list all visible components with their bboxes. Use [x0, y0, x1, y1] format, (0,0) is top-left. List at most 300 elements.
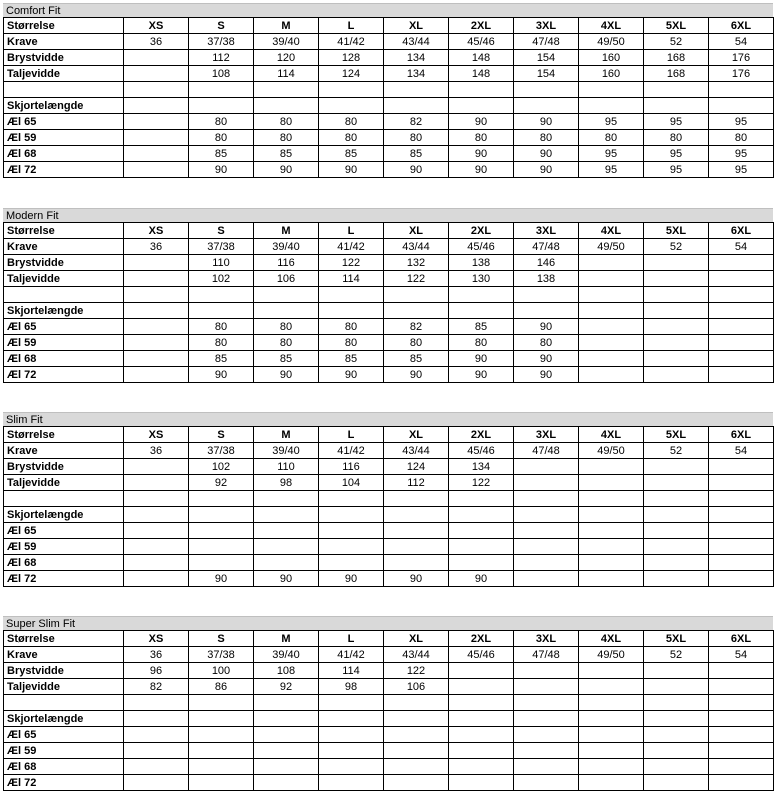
value-cell	[254, 759, 319, 775]
row-label: Størrelse	[4, 427, 124, 443]
size-header-cell: M	[254, 18, 319, 34]
value-cell: 45/46	[449, 34, 514, 50]
value-cell	[579, 523, 644, 539]
value-cell: 49/50	[579, 34, 644, 50]
value-cell	[644, 491, 709, 507]
sleeve-row	[4, 162, 774, 178]
value-cell	[579, 351, 644, 367]
value-cell	[319, 555, 384, 571]
value-cell	[449, 98, 514, 114]
value-cell: 122	[449, 475, 514, 491]
value-cell: 36	[124, 443, 189, 459]
size-header-cell: L	[319, 18, 384, 34]
value-cell	[644, 695, 709, 711]
value-cell	[644, 319, 709, 335]
value-cell: 95	[709, 162, 774, 178]
value-cell	[644, 507, 709, 523]
value-cell	[189, 695, 254, 711]
value-cell	[579, 727, 644, 743]
chest-row	[4, 459, 774, 475]
row-label: Æl 65	[4, 114, 124, 130]
value-cell	[124, 351, 189, 367]
waist-row	[4, 271, 774, 287]
value-cell: 45/46	[449, 239, 514, 255]
value-cell	[579, 663, 644, 679]
size-header-cell: XS	[124, 18, 189, 34]
value-cell	[709, 459, 774, 475]
value-cell	[709, 743, 774, 759]
value-cell: 80	[319, 114, 384, 130]
row-label: Æl 65	[4, 319, 124, 335]
row-label: Størrelse	[4, 223, 124, 239]
size-header-cell: 5XL	[644, 223, 709, 239]
row-label: Æl 68	[4, 759, 124, 775]
value-cell: 114	[319, 271, 384, 287]
row-label: Æl 68	[4, 146, 124, 162]
value-cell: 90	[449, 114, 514, 130]
value-cell: 90	[254, 571, 319, 587]
row-label: Brystvidde	[4, 255, 124, 271]
value-cell	[579, 571, 644, 587]
value-cell: 122	[384, 663, 449, 679]
value-cell	[514, 491, 579, 507]
value-cell: 43/44	[384, 647, 449, 663]
waist-row	[4, 679, 774, 695]
value-cell: 54	[709, 239, 774, 255]
size-header-cell: 2XL	[449, 18, 514, 34]
value-cell: 37/38	[189, 34, 254, 50]
row-label	[4, 287, 124, 303]
value-cell: 39/40	[254, 34, 319, 50]
value-cell	[449, 555, 514, 571]
value-cell	[514, 459, 579, 475]
value-cell: 95	[644, 162, 709, 178]
value-cell: 95	[644, 146, 709, 162]
value-cell: 80	[319, 319, 384, 335]
value-cell	[124, 303, 189, 319]
chest-row	[4, 255, 774, 271]
value-cell	[124, 695, 189, 711]
row-label: Krave	[4, 239, 124, 255]
size-header-cell: M	[254, 631, 319, 647]
value-cell	[579, 459, 644, 475]
value-cell: 52	[644, 647, 709, 663]
value-cell: 52	[644, 34, 709, 50]
value-cell	[709, 679, 774, 695]
value-cell	[384, 555, 449, 571]
value-cell: 80	[254, 114, 319, 130]
value-cell	[449, 759, 514, 775]
value-cell	[124, 255, 189, 271]
value-cell: 36	[124, 239, 189, 255]
sleeve-row	[4, 146, 774, 162]
value-cell: 100	[189, 663, 254, 679]
value-cell: 160	[579, 50, 644, 66]
value-cell	[124, 727, 189, 743]
value-cell	[319, 303, 384, 319]
value-cell	[514, 98, 579, 114]
value-cell	[514, 727, 579, 743]
sleeve-row	[4, 539, 774, 555]
value-cell	[514, 759, 579, 775]
value-cell: 85	[319, 146, 384, 162]
size-section	[3, 3, 773, 178]
row-label: Æl 72	[4, 571, 124, 587]
size-header-cell: 4XL	[579, 631, 644, 647]
row-label: Brystvidde	[4, 50, 124, 66]
value-cell	[644, 367, 709, 383]
row-label: Taljevidde	[4, 679, 124, 695]
blank-row	[4, 287, 774, 303]
value-cell	[124, 50, 189, 66]
value-cell	[254, 539, 319, 555]
value-cell: 85	[254, 146, 319, 162]
row-label: Skjortelængde	[4, 98, 124, 114]
value-cell	[124, 367, 189, 383]
size-header-cell: XL	[384, 427, 449, 443]
value-cell	[124, 82, 189, 98]
sleeve-row	[4, 759, 774, 775]
row-label: Æl 68	[4, 555, 124, 571]
value-cell: 90	[384, 571, 449, 587]
size-section	[3, 208, 773, 383]
value-cell: 104	[319, 475, 384, 491]
value-cell	[644, 351, 709, 367]
sleeve-row	[4, 319, 774, 335]
value-cell	[644, 743, 709, 759]
value-cell	[644, 303, 709, 319]
chest-row	[4, 663, 774, 679]
size-header-cell: XL	[384, 18, 449, 34]
size-header-cell: S	[189, 18, 254, 34]
value-cell: 80	[449, 130, 514, 146]
value-cell	[514, 695, 579, 711]
value-cell	[254, 695, 319, 711]
size-header-cell: 2XL	[449, 223, 514, 239]
value-cell	[579, 98, 644, 114]
value-cell: 95	[579, 162, 644, 178]
value-cell	[189, 82, 254, 98]
value-cell: 90	[514, 162, 579, 178]
value-cell	[319, 82, 384, 98]
value-cell	[514, 82, 579, 98]
collar-row	[4, 34, 774, 50]
row-label: Æl 65	[4, 523, 124, 539]
value-cell	[644, 711, 709, 727]
value-cell: 47/48	[514, 443, 579, 459]
value-cell	[384, 507, 449, 523]
size-header-cell: M	[254, 223, 319, 239]
value-cell: 80	[189, 130, 254, 146]
row-label: Skjortelængde	[4, 711, 124, 727]
value-cell	[514, 743, 579, 759]
value-cell	[514, 287, 579, 303]
value-cell: 90	[319, 367, 384, 383]
sleeve-row	[4, 367, 774, 383]
value-cell: 122	[319, 255, 384, 271]
value-cell: 39/40	[254, 647, 319, 663]
value-cell	[384, 491, 449, 507]
row-label: Brystvidde	[4, 459, 124, 475]
value-cell	[709, 287, 774, 303]
value-cell: 108	[254, 663, 319, 679]
value-cell	[449, 287, 514, 303]
value-cell	[449, 711, 514, 727]
row-label: Æl 59	[4, 539, 124, 555]
value-cell	[644, 523, 709, 539]
value-cell: 116	[319, 459, 384, 475]
value-cell: 148	[449, 66, 514, 82]
value-cell: 39/40	[254, 239, 319, 255]
sleeve-row	[4, 351, 774, 367]
value-cell	[644, 539, 709, 555]
row-label	[4, 695, 124, 711]
value-cell: 85	[319, 351, 384, 367]
value-cell: 43/44	[384, 443, 449, 459]
value-cell	[709, 571, 774, 587]
value-cell: 80	[384, 130, 449, 146]
value-cell	[709, 335, 774, 351]
value-cell: 134	[384, 66, 449, 82]
value-cell	[579, 555, 644, 571]
value-cell	[189, 711, 254, 727]
value-cell	[709, 475, 774, 491]
value-cell: 130	[449, 271, 514, 287]
value-cell	[124, 523, 189, 539]
value-cell	[189, 555, 254, 571]
shirt-length-row	[4, 507, 774, 523]
value-cell: 110	[189, 255, 254, 271]
value-cell: 39/40	[254, 443, 319, 459]
value-cell	[254, 743, 319, 759]
value-cell	[449, 695, 514, 711]
value-cell: 168	[644, 66, 709, 82]
value-cell: 82	[384, 319, 449, 335]
row-label	[4, 491, 124, 507]
value-cell: 37/38	[189, 647, 254, 663]
size-header-cell: 3XL	[514, 631, 579, 647]
value-cell	[709, 663, 774, 679]
value-cell: 110	[254, 459, 319, 475]
value-cell	[189, 287, 254, 303]
value-cell	[124, 459, 189, 475]
value-cell: 54	[709, 647, 774, 663]
value-cell	[644, 271, 709, 287]
value-cell	[124, 66, 189, 82]
section-title: Slim Fit	[3, 412, 773, 426]
value-cell	[124, 491, 189, 507]
value-cell	[449, 663, 514, 679]
value-cell	[124, 98, 189, 114]
value-cell: 122	[384, 271, 449, 287]
waist-row	[4, 66, 774, 82]
value-cell: 90	[514, 146, 579, 162]
size-header-cell: 6XL	[709, 18, 774, 34]
value-cell: 80	[709, 130, 774, 146]
shirt-length-row	[4, 303, 774, 319]
value-cell	[579, 679, 644, 695]
value-cell	[579, 475, 644, 491]
value-cell	[124, 711, 189, 727]
value-cell: 90	[449, 162, 514, 178]
value-cell	[709, 303, 774, 319]
value-cell: 80	[514, 335, 579, 351]
value-cell	[254, 507, 319, 523]
value-cell: 41/42	[319, 34, 384, 50]
collar-row	[4, 443, 774, 459]
value-cell	[514, 303, 579, 319]
value-cell	[254, 555, 319, 571]
value-cell	[579, 539, 644, 555]
size-header-cell: 2XL	[449, 427, 514, 443]
value-cell	[124, 775, 189, 791]
value-cell: 49/50	[579, 647, 644, 663]
sleeve-row	[4, 335, 774, 351]
value-cell	[514, 711, 579, 727]
size-section	[3, 616, 773, 791]
value-cell	[709, 255, 774, 271]
size-table	[3, 17, 774, 178]
value-cell	[709, 555, 774, 571]
size-header-cell: S	[189, 427, 254, 443]
value-cell	[579, 711, 644, 727]
value-cell	[189, 743, 254, 759]
collar-row	[4, 239, 774, 255]
value-cell	[709, 271, 774, 287]
value-cell	[579, 367, 644, 383]
value-cell: 106	[254, 271, 319, 287]
value-cell	[124, 475, 189, 491]
value-cell	[579, 743, 644, 759]
value-cell: 124	[319, 66, 384, 82]
blank-row	[4, 491, 774, 507]
value-cell: 41/42	[319, 647, 384, 663]
value-cell: 90	[514, 367, 579, 383]
value-cell: 112	[384, 475, 449, 491]
value-cell	[709, 507, 774, 523]
size-header-cell: 4XL	[579, 427, 644, 443]
value-cell	[384, 711, 449, 727]
sleeve-row	[4, 523, 774, 539]
value-cell: 80	[254, 319, 319, 335]
value-cell: 36	[124, 34, 189, 50]
collar-row	[4, 647, 774, 663]
value-cell: 36	[124, 647, 189, 663]
size-header-cell: 3XL	[514, 427, 579, 443]
shirt-length-row	[4, 711, 774, 727]
value-cell	[709, 367, 774, 383]
value-cell: 85	[189, 146, 254, 162]
value-cell: 90	[514, 319, 579, 335]
value-cell	[319, 98, 384, 114]
value-cell	[709, 98, 774, 114]
row-label: Størrelse	[4, 631, 124, 647]
value-cell	[124, 539, 189, 555]
value-cell	[384, 303, 449, 319]
value-cell: 154	[514, 50, 579, 66]
value-cell: 80	[254, 130, 319, 146]
shirt-length-row	[4, 98, 774, 114]
size-header-cell: L	[319, 427, 384, 443]
size-header-row	[4, 18, 774, 34]
value-cell	[384, 98, 449, 114]
size-table	[3, 630, 774, 791]
value-cell	[644, 82, 709, 98]
value-cell: 98	[254, 475, 319, 491]
value-cell	[644, 775, 709, 791]
value-cell: 102	[189, 271, 254, 287]
value-cell: 176	[709, 50, 774, 66]
value-cell	[514, 555, 579, 571]
value-cell	[449, 679, 514, 695]
value-cell	[189, 775, 254, 791]
value-cell	[254, 727, 319, 743]
size-table	[3, 222, 774, 383]
size-header-cell: M	[254, 427, 319, 443]
value-cell	[449, 775, 514, 791]
value-cell: 90	[189, 367, 254, 383]
value-cell: 45/46	[449, 443, 514, 459]
value-cell	[644, 663, 709, 679]
value-cell	[579, 271, 644, 287]
value-cell	[254, 711, 319, 727]
size-table	[3, 426, 774, 587]
value-cell: 90	[319, 162, 384, 178]
value-cell	[124, 146, 189, 162]
size-header-cell: 3XL	[514, 18, 579, 34]
size-header-cell: S	[189, 223, 254, 239]
sleeve-row	[4, 775, 774, 791]
value-cell: 49/50	[579, 239, 644, 255]
blank-row	[4, 695, 774, 711]
value-cell	[579, 759, 644, 775]
value-cell: 86	[189, 679, 254, 695]
value-cell	[124, 759, 189, 775]
row-label: Æl 65	[4, 727, 124, 743]
value-cell: 95	[644, 114, 709, 130]
value-cell	[189, 491, 254, 507]
value-cell	[384, 743, 449, 759]
value-cell: 43/44	[384, 239, 449, 255]
value-cell	[449, 727, 514, 743]
value-cell: 116	[254, 255, 319, 271]
value-cell	[644, 475, 709, 491]
value-cell	[384, 775, 449, 791]
value-cell: 138	[449, 255, 514, 271]
value-cell	[644, 335, 709, 351]
value-cell	[644, 571, 709, 587]
size-header-cell: L	[319, 631, 384, 647]
value-cell: 106	[384, 679, 449, 695]
value-cell: 49/50	[579, 443, 644, 459]
value-cell: 154	[514, 66, 579, 82]
row-label: Størrelse	[4, 18, 124, 34]
value-cell: 120	[254, 50, 319, 66]
value-cell: 124	[384, 459, 449, 475]
value-cell	[644, 679, 709, 695]
value-cell	[124, 287, 189, 303]
row-label: Taljevidde	[4, 271, 124, 287]
value-cell: 43/44	[384, 34, 449, 50]
value-cell	[384, 539, 449, 555]
value-cell	[579, 319, 644, 335]
size-header-row	[4, 427, 774, 443]
value-cell: 90	[449, 146, 514, 162]
value-cell: 90	[449, 571, 514, 587]
value-cell	[514, 475, 579, 491]
value-cell	[384, 82, 449, 98]
value-cell: 80	[319, 335, 384, 351]
